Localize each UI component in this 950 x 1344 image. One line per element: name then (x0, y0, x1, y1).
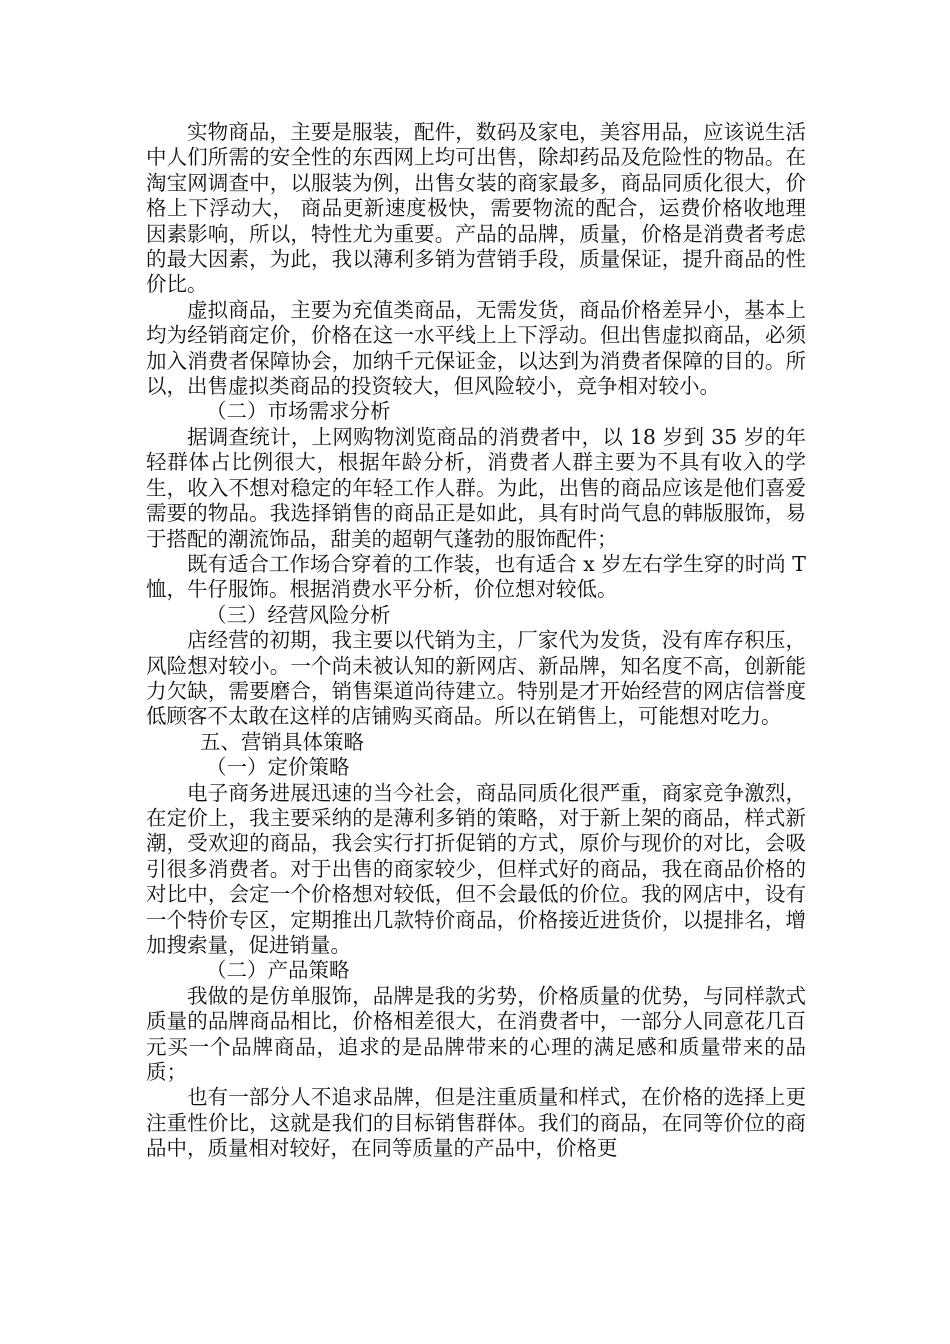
paragraph-workwear: 既有适合工作场合穿着的工作装，也有适合 x 岁左右学生穿的时尚 T 恤，牛仔服饰。根据消费水平分析，价位想对较低。 (146, 551, 806, 602)
paragraph-pricing: 电子商务进展迅速的当今社会，商品同质化很严重，商家竞争激烈，在定价上，我主要采纳的是薄利多销的策略，对于新上架的商品，样式新潮，受欢迎的商品，我会实行打折促销的方式，原价与现价的对比，会吸引很多消费者。对于出售的商家较少，但样式好的商品，我在商品价格的对比中，会定一个价格想对较低，但不会最低的价位。我的网店中，设有一个特价专区，定期推出几款特价商品，价格接近进货价，以提排名，增加搜索量，促进销量。 (146, 780, 806, 957)
heading-market-demand: （二）市场需求分析 (206, 399, 391, 424)
document-body (146, 120, 806, 1162)
heading-product-strategy: （二）产品策略 (206, 958, 350, 983)
paragraph-physical-goods: 实物商品，主要是服装，配件，数码及家电，美容用品，应该说生活中人们所需的安全性的东西网上均可出售，除却药品及危险性的物品。在淘宝网调查中，以服装为例，出售女装的商家最多，商品同质化很大，价格上下浮动大， 商品更新速度极快，需要物流的配合，运费价格收地理因素影响，所以，特性尤为重要。产品的品牌，质量，价格是消费者考虑的最大因素，为此，我以薄利多销为营销手段，质量保证，提升商品的性价比。 (146, 120, 806, 297)
paragraph-target-customers: 也有一部分人不追求品牌，但是注重质量和样式，在价格的选择上更注重性价比，这就是我们的目标销售群体。我们的商品，在同等价位的商品中，质量相对较好，在同等质量的产品中，价格更 (146, 1085, 806, 1161)
heading-operating-risk: （三）经营风险分析 (206, 602, 391, 627)
paragraph-virtual-goods: 虚拟商品，主要为充值类商品，无需发货，商品价格差异小，基本上均为经销商定价，价格在这一水平线上上下浮动。但出售虚拟商品，必须加入消费者保障协会，加纳千元保证金，以达到为消费者保障的目的。所以，出售虚拟类商品的投资较大，但风险较小，竞争相对较小。 (146, 297, 806, 399)
section-title-marketing-strategy: 五、营销具体策略 (200, 729, 364, 754)
paragraph-risk-analysis: 店经营的初期，我主要以代销为主，厂家代为发货，没有库存积压，风险想对较小。一个尚未被认知的新网店、新品牌，知名度不高，创新能力欠缺，需要磨合，销售渠道尚待建立。特别是才开始经营的网店信誉度低顾客不太敢在这样的店铺购买商品。所以在销售上，可能想对吃力。 (146, 628, 806, 729)
paragraph-product-brand: 我做的是仿单服饰，品牌是我的劣势，价格质量的优势，与同样款式质量的品牌商品相比，价格相差很大，在消费者中，一部分人同意花几百元买一个品牌商品，追求的是品牌带来的心理的满足感和质量带来的品质； (146, 983, 806, 1085)
paragraph-market-survey: 据调查统计，上网购物浏览商品的消费者中，以 18 岁到 35 岁的年轻群体占比例很大，根据年龄分析，消费者人群主要为不具有收入的学生，收入不想对稳定的年轻工作人群。为此，出售的商品应该是他们喜爱需要的物品。我选择销售的商品正是如此，具有时尚气息的韩版服饰，易于搭配的潮流饰品，甜美的超朝气蓬勃的服饰配件； (146, 424, 806, 551)
heading-pricing-strategy: （一）定价策略 (206, 755, 350, 780)
